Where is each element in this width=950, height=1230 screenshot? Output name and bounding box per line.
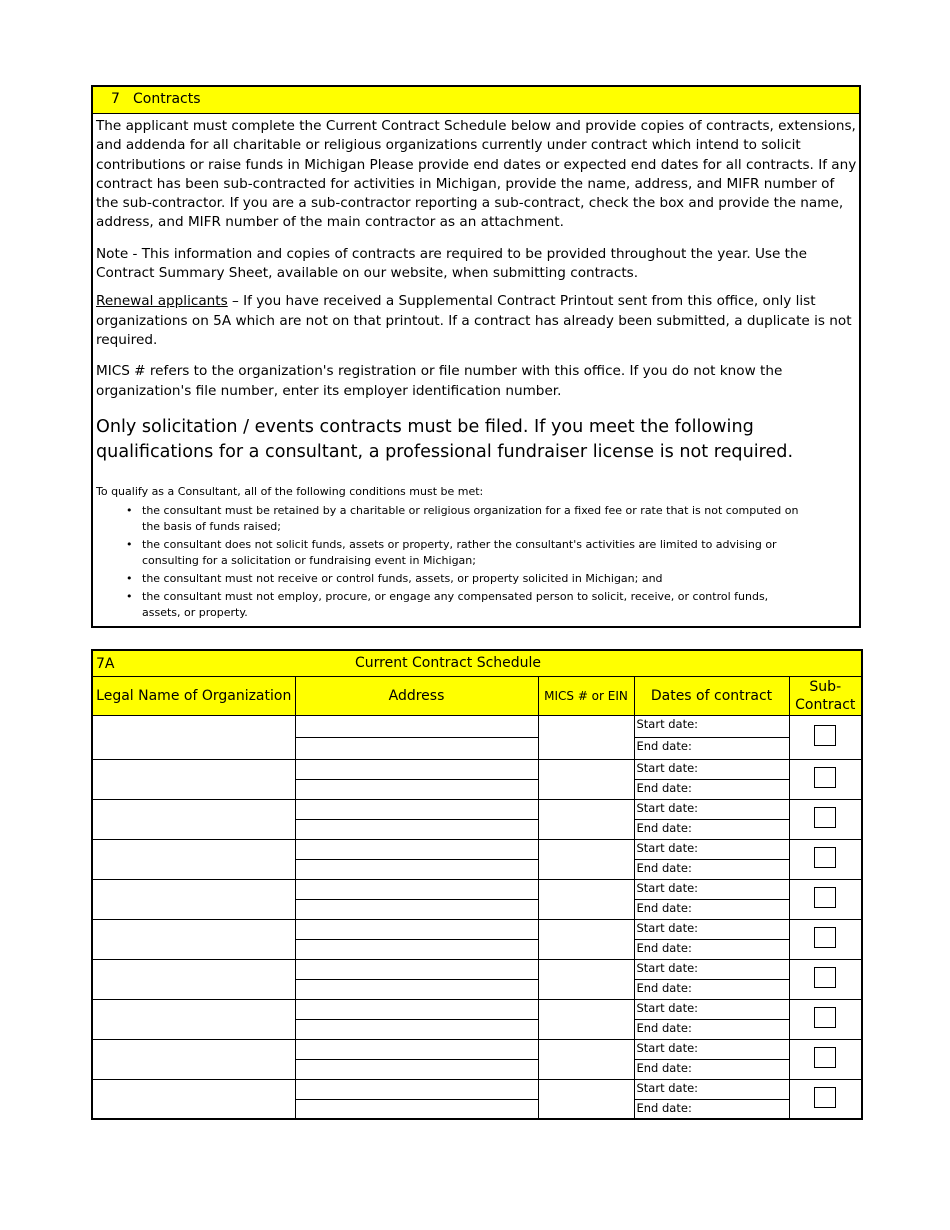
section-7-header (93, 87, 859, 114)
subcontract-checkbox[interactable] (814, 1007, 836, 1028)
subcontract-cell (789, 1040, 862, 1080)
bullet-icon: • (126, 589, 133, 603)
subcontract-cell (789, 800, 862, 840)
address-line-1-field[interactable] (295, 760, 538, 780)
col-header-subcontract: Sub-Contract (789, 677, 862, 716)
table-title: Current Contract Schedule (355, 655, 542, 671)
address-line-1-field[interactable] (295, 840, 538, 860)
subcontract-checkbox[interactable] (814, 847, 836, 868)
address-line-2-field[interactable] (295, 980, 538, 1000)
renewal-text: – If you have received a Supplemental Contract Printout sent from this office, only list organizations on 5A which are not on that printout. If a contract has already been submitted, a duplicate is not required. (96, 293, 852, 348)
end-date-field[interactable]: End date: (634, 820, 789, 840)
mics-field[interactable] (538, 1000, 634, 1040)
start-date-field[interactable]: Start date: (634, 1000, 789, 1020)
address-line-2-field[interactable] (295, 900, 538, 920)
org-name-field[interactable] (92, 760, 295, 800)
subcontract-checkbox[interactable] (814, 767, 836, 788)
end-date-field[interactable]: End date: (634, 860, 789, 880)
mics-paragraph: MICS # refers to the organization's registration or file number with this office. If you do not know the organization's file number, enter its employer identification number. (96, 363, 783, 399)
table-row (92, 920, 862, 940)
org-name-field[interactable] (92, 1000, 295, 1040)
start-date-field[interactable]: Start date: (634, 880, 789, 900)
subcontract-cell (789, 716, 862, 760)
contract-schedule-table (91, 649, 863, 1120)
address-line-1-field[interactable] (295, 920, 538, 940)
section-7-body (93, 114, 859, 621)
end-date-field[interactable]: End date: (634, 1060, 789, 1080)
address-line-1-field[interactable] (295, 1000, 538, 1020)
conditions-list (96, 503, 857, 621)
col-header-mics: MICS # or EIN (538, 677, 634, 716)
address-line-2-field[interactable] (295, 820, 538, 840)
org-name-field[interactable] (92, 800, 295, 840)
org-name-field[interactable] (92, 1040, 295, 1080)
subcontract-checkbox[interactable] (814, 1047, 836, 1068)
mics-field[interactable] (538, 760, 634, 800)
subcontract-checkbox[interactable] (814, 1087, 836, 1108)
table-row (92, 716, 862, 738)
address-line-1-field[interactable] (295, 716, 538, 738)
org-name-field[interactable] (92, 920, 295, 960)
col-header-address: Address (295, 677, 538, 716)
end-date-field[interactable]: End date: (634, 900, 789, 920)
renewal-label: Renewal applicants (96, 293, 228, 310)
address-line-1-field[interactable] (295, 1080, 538, 1100)
org-name-field[interactable] (92, 1080, 295, 1120)
start-date-field[interactable]: Start date: (634, 840, 789, 860)
list-item: • the consultant must not employ, procure, or engage any compensated person to solicit, receive, or control funds, assets, or property. (126, 589, 769, 619)
list-item: • the consultant must be retained by a charitable or religious organization for a fixed fee or rate that is not computed on the basis of funds raised; (126, 503, 799, 533)
table-row (92, 1040, 862, 1060)
renewal-paragraph (96, 292, 857, 350)
bullet-icon: • (126, 503, 133, 517)
subcontract-cell (789, 1080, 862, 1120)
table-row (92, 840, 862, 860)
address-line-2-field[interactable] (295, 1100, 538, 1120)
qualify-intro: To qualify as a Consultant, all of the following conditions must be met: (96, 484, 484, 498)
table-row (92, 760, 862, 780)
bullet-icon: • (126, 571, 133, 585)
end-date-field[interactable]: End date: (634, 1020, 789, 1040)
table-row (92, 880, 862, 900)
section-number: 7A (96, 655, 115, 672)
table-row (92, 800, 862, 820)
end-date-field[interactable]: End date: (634, 1100, 789, 1120)
address-line-1-field[interactable] (295, 960, 538, 980)
start-date-field[interactable]: Start date: (634, 760, 789, 780)
mics-field[interactable] (538, 960, 634, 1000)
org-name-field[interactable] (92, 960, 295, 1000)
mics-field[interactable] (538, 716, 634, 760)
address-line-2-field[interactable] (295, 1020, 538, 1040)
section-number: 7 (111, 91, 120, 107)
address-line-1-field[interactable] (295, 800, 538, 820)
org-name-field[interactable] (92, 880, 295, 920)
table-row (92, 960, 862, 980)
org-name-field[interactable] (92, 716, 295, 760)
table-row (92, 1080, 862, 1100)
note-paragraph: Note - This information and copies of contracts are required to be provided throughout the year. Use the Contract Summary Sheet, available on our website, when submitting contracts. (96, 245, 807, 282)
start-date-field[interactable]: Start date: (634, 920, 789, 940)
subcontract-cell (789, 920, 862, 960)
bullet-icon: • (126, 537, 133, 551)
start-date-field[interactable]: Start date: (634, 1080, 789, 1100)
list-item: • the consultant must not receive or control funds, assets, or property solicited in Michigan; and (126, 571, 663, 585)
address-line-2-field[interactable] (295, 1060, 538, 1080)
start-date-field[interactable]: Start date: (634, 800, 789, 820)
subcontract-cell (789, 1000, 862, 1040)
end-date-field[interactable]: End date: (634, 738, 789, 760)
end-date-field[interactable]: End date: (634, 780, 789, 800)
subcontract-cell (789, 960, 862, 1000)
mics-field[interactable] (538, 840, 634, 880)
org-name-field[interactable] (92, 840, 295, 880)
end-date-field[interactable]: End date: (634, 980, 789, 1000)
section-7-contracts (91, 85, 861, 628)
mics-field[interactable] (538, 920, 634, 960)
end-date-field[interactable]: End date: (634, 940, 789, 960)
mics-field[interactable] (538, 880, 634, 920)
subcontract-cell (789, 760, 862, 800)
list-item: • the consultant does not solicit funds, assets or property, rather the consultant's activities are limited to advising or consulting for a solicitation or fundraising event in Michigan; (126, 537, 777, 567)
subcontract-cell (789, 880, 862, 920)
instructions-paragraph: The applicant must complete the Current Contract Schedule below and provide copies of contracts, extensions, and addenda for all charitable or religious organizations currently under contract which intend to solicit contributions or raise funds in Michigan Please provide end dates or expected end dates for all contracts. If any contract has been sub-contracted for activities in Michigan, provide the name, address, and MIFR number of the sub-contractor. If you are a sub-contractor reporting a sub-contract, check the box and provide the name, address, and MIFR number of the main contractor as an attachment. (96, 118, 857, 231)
section-title: Contracts (133, 91, 201, 107)
address-line-2-field[interactable] (295, 940, 538, 960)
address-line-2-field[interactable] (295, 860, 538, 880)
table-title-row (92, 650, 862, 677)
start-date-field[interactable]: Start date: (634, 716, 789, 738)
start-date-field[interactable]: Start date: (634, 1040, 789, 1060)
start-date-field[interactable]: Start date: (634, 960, 789, 980)
table-row (92, 1000, 862, 1020)
mics-field[interactable] (538, 800, 634, 840)
address-line-1-field[interactable] (295, 1040, 538, 1060)
mics-field[interactable] (538, 1080, 634, 1120)
mics-field[interactable] (538, 1040, 634, 1080)
address-line-2-field[interactable] (295, 738, 538, 760)
col-header-dates: Dates of contract (634, 677, 789, 716)
table-header-row (92, 677, 862, 716)
subcontract-cell (789, 840, 862, 880)
subcontract-checkbox[interactable] (814, 927, 836, 948)
subcontract-checkbox[interactable] (814, 967, 836, 988)
address-line-1-field[interactable] (295, 880, 538, 900)
col-header-name: Legal Name of Organization (92, 677, 295, 716)
subcontract-checkbox[interactable] (814, 807, 836, 828)
subcontract-checkbox[interactable] (814, 725, 836, 746)
address-line-2-field[interactable] (295, 780, 538, 800)
subcontract-checkbox[interactable] (814, 887, 836, 908)
emphasis-statement: Only solicitation / events contracts must be filed. If you meet the following qualifications for a consultant, a professional fundraiser license is not required. (96, 416, 794, 462)
